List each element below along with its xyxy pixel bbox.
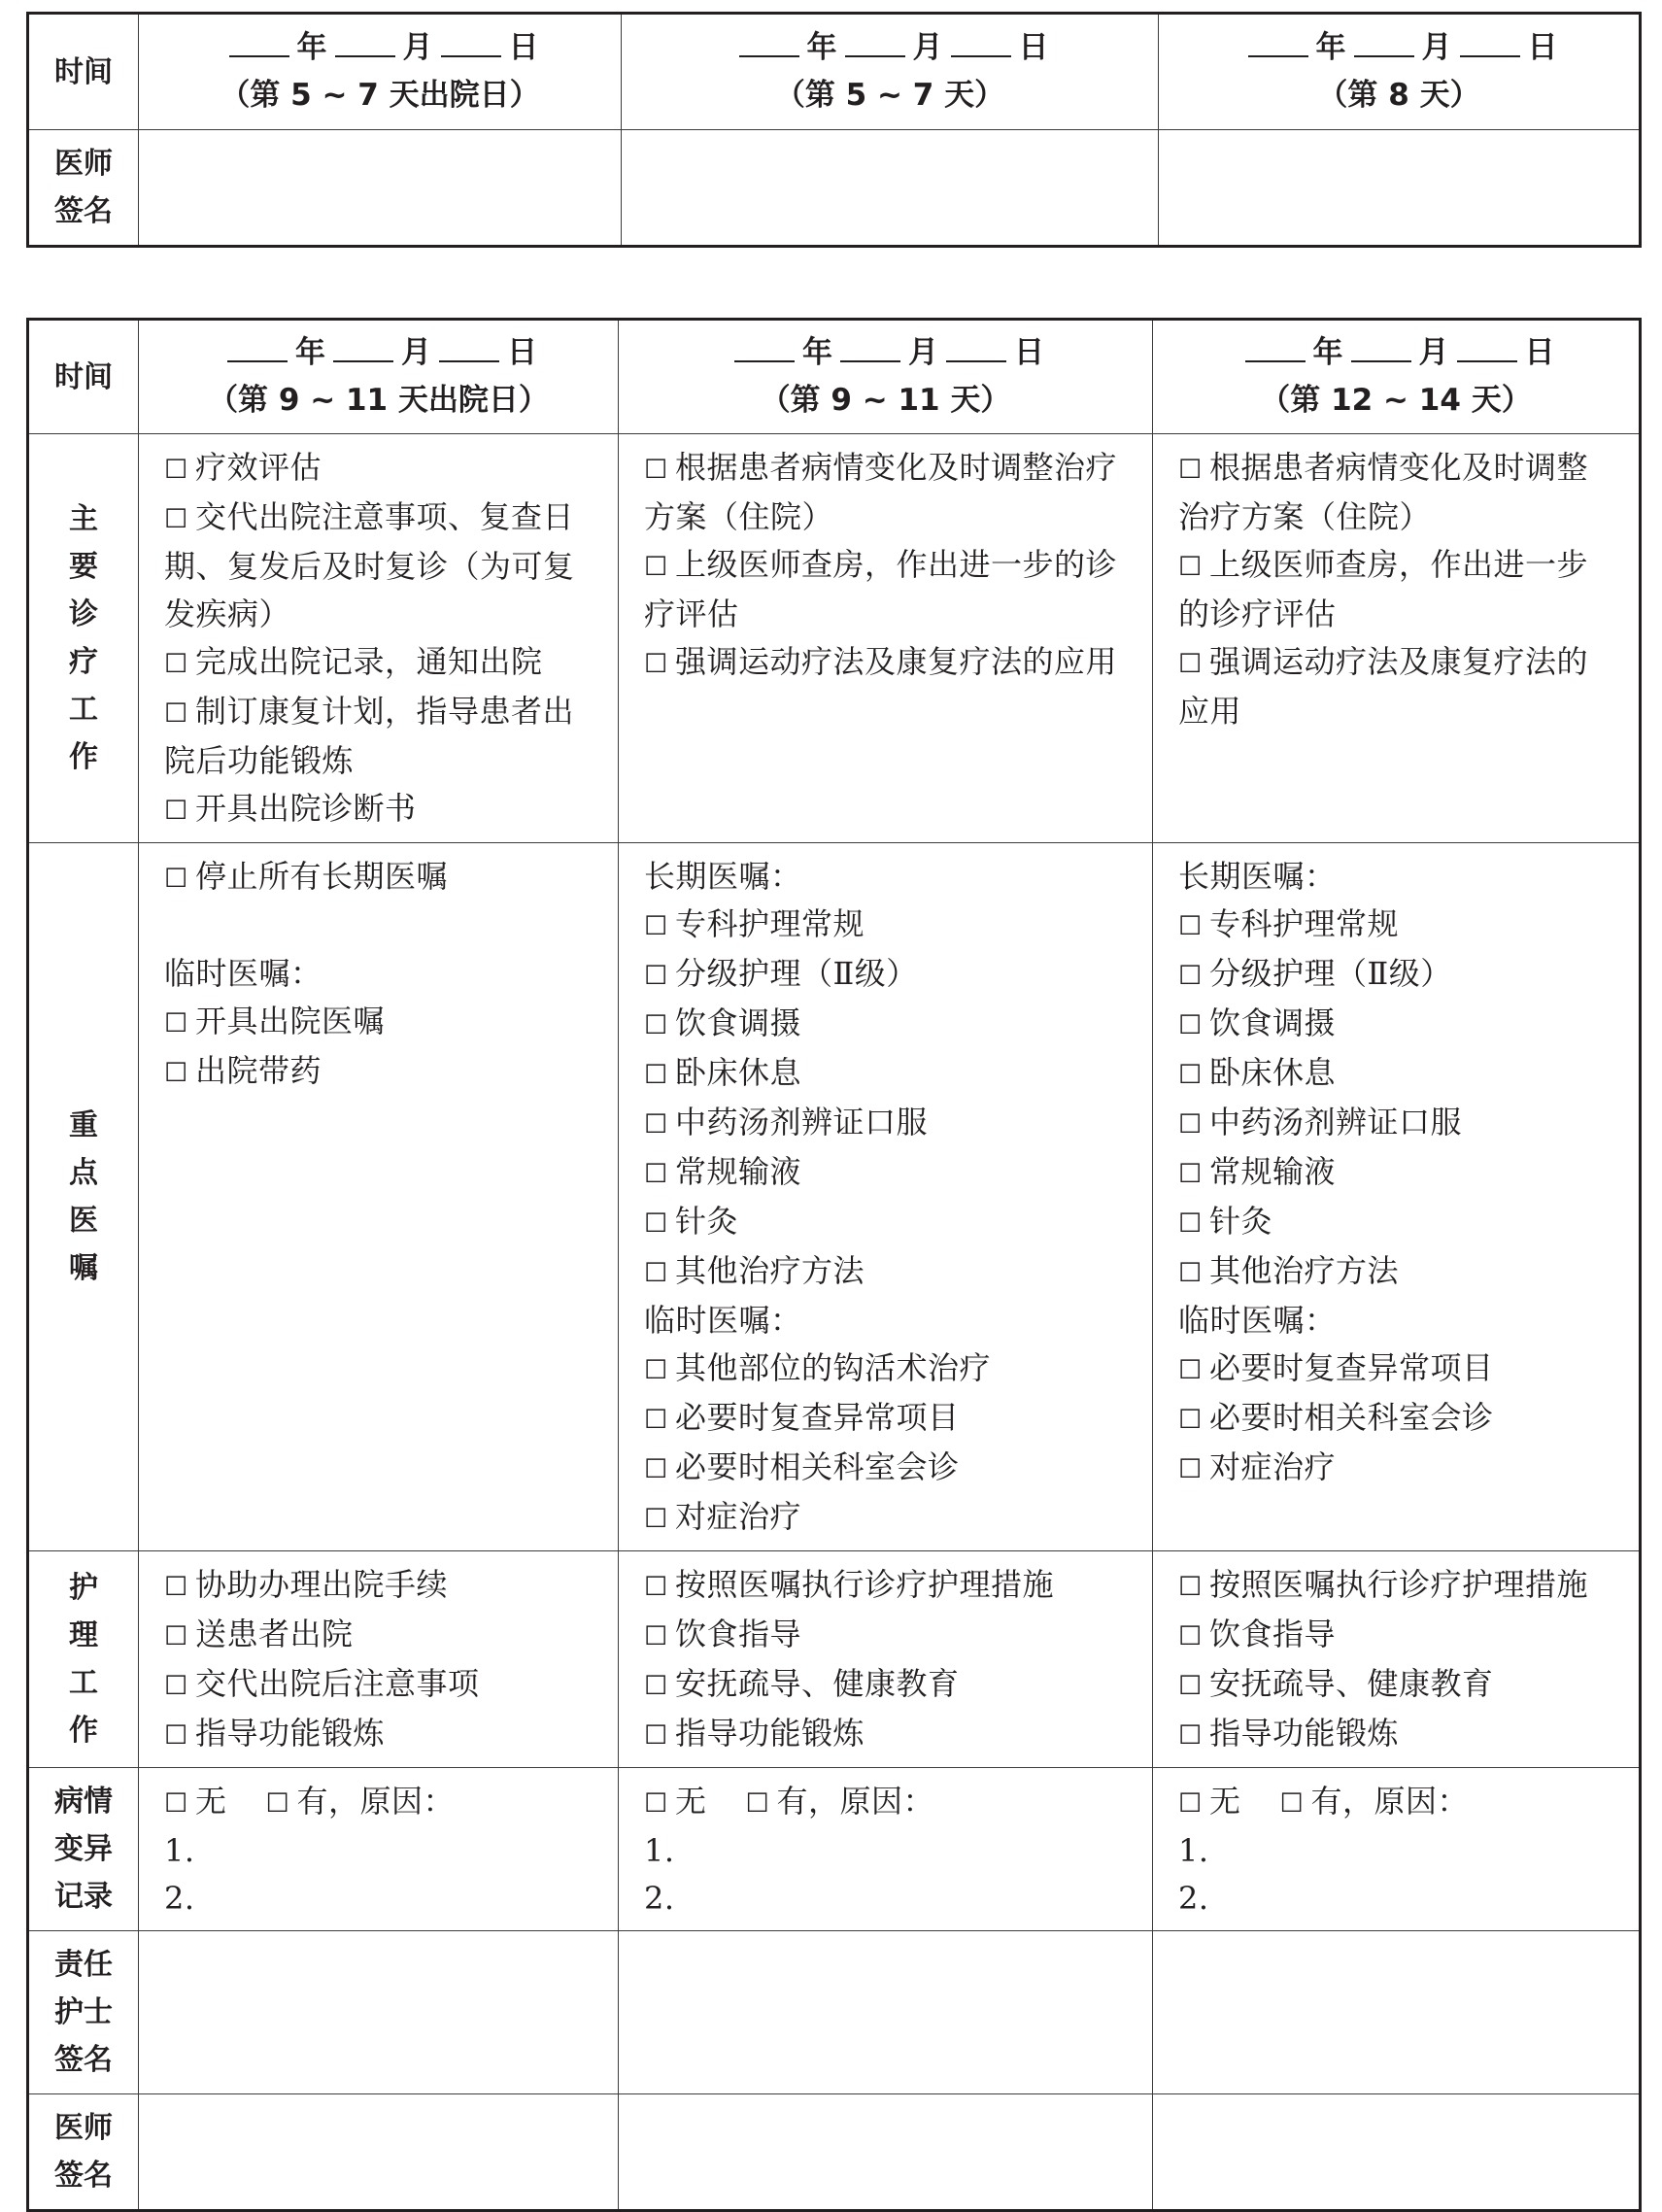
list-item-text: 临时医嘱： bbox=[644, 1302, 802, 1339]
variation-reason-line[interactable]: 1. bbox=[164, 1832, 195, 1869]
list-item-text: 安抚疏导、健康教育 bbox=[675, 1665, 960, 1702]
list-item-text: 强调运动疗法及康复疗法的 bbox=[1209, 643, 1589, 680]
nurse-sign-cell[interactable] bbox=[619, 1931, 1153, 2094]
list-item bbox=[164, 543, 604, 591]
list-item-text: 专科护理常规 bbox=[1209, 905, 1400, 942]
list-item bbox=[1178, 1344, 1625, 1394]
row-label-char: 护士 bbox=[54, 1995, 113, 2029]
checkbox-icon[interactable]: ☐ bbox=[1178, 1109, 1203, 1140]
nursing-col1 bbox=[139, 1551, 619, 1768]
list-item bbox=[644, 1561, 1138, 1611]
list-item-text: 安抚疏导、健康教育 bbox=[1209, 1665, 1494, 1702]
row-label-char: 重 bbox=[69, 1108, 98, 1142]
list-item-text: 应用 bbox=[1178, 693, 1242, 730]
list-item-text: 卧床休息 bbox=[1209, 1054, 1337, 1091]
list-item bbox=[644, 638, 1138, 688]
list-item-text: 必要时相关科室会诊 bbox=[1209, 1399, 1494, 1436]
list-item-text: 疗评估 bbox=[644, 596, 739, 632]
day-range: （第 8 天） bbox=[1317, 78, 1480, 113]
checkbox-icon[interactable]: ☐ bbox=[644, 1208, 668, 1239]
row-label-char: 病情 bbox=[54, 1785, 113, 1819]
checkbox-icon[interactable]: ☐ bbox=[1178, 1159, 1203, 1189]
list-item-text: 疗效评估 bbox=[195, 449, 322, 486]
orders-col3 bbox=[1153, 843, 1641, 1551]
checkbox-icon[interactable]: ☐ bbox=[1178, 1720, 1203, 1751]
list-item bbox=[164, 688, 604, 737]
list-item bbox=[1178, 1297, 1625, 1344]
row-label-char: 作 bbox=[69, 1714, 98, 1748]
list-item-text: 其他部位的钩活术治疗 bbox=[675, 1349, 992, 1386]
list-item bbox=[644, 901, 1138, 950]
checkbox-icon[interactable]: ☐ bbox=[1178, 1208, 1203, 1239]
list-item bbox=[1178, 1198, 1625, 1247]
variation-none-option[interactable]: ☐ 无 bbox=[644, 1778, 707, 1827]
list-item bbox=[644, 1394, 1138, 1444]
list-item bbox=[164, 591, 604, 638]
list-item bbox=[164, 902, 604, 950]
list-item bbox=[1178, 901, 1625, 950]
list-item-text: 必要时复查异常项目 bbox=[675, 1399, 960, 1436]
checkbox-icon[interactable]: ☐ bbox=[1178, 1060, 1203, 1090]
list-item-text: 完成出院记录，通知出院 bbox=[195, 643, 543, 680]
variation-none-option[interactable]: ☐ 无 bbox=[164, 1778, 227, 1827]
list-item bbox=[644, 1049, 1138, 1099]
checkbox-icon[interactable]: ☐ bbox=[644, 961, 668, 991]
variation-yes-option[interactable]: ☐ 有，原因： bbox=[1280, 1778, 1470, 1827]
list-item-text: 交代出院注意事项、复查日 bbox=[195, 498, 575, 535]
checkbox-icon[interactable]: ☐ bbox=[644, 1258, 668, 1288]
list-item bbox=[1178, 1247, 1625, 1297]
list-item bbox=[644, 1247, 1138, 1297]
nursing-col3 bbox=[1153, 1551, 1641, 1768]
variation-reason-line[interactable]: 2. bbox=[644, 1880, 675, 1917]
list-item-text: 针灸 bbox=[1209, 1203, 1273, 1240]
list-item bbox=[644, 1148, 1138, 1198]
list-item-text: 必要时相关科室会诊 bbox=[675, 1448, 960, 1485]
list-item bbox=[1178, 444, 1625, 493]
checkbox-icon[interactable]: ☐ bbox=[164, 1621, 188, 1651]
row-label-char: 变异 bbox=[54, 1832, 113, 1866]
row-label-char: 医 bbox=[69, 1204, 98, 1238]
list-item bbox=[164, 493, 604, 543]
checkbox-icon[interactable]: ☐ bbox=[1178, 1572, 1203, 1602]
list-item-text: 方案（住院） bbox=[644, 498, 834, 535]
list-item bbox=[644, 950, 1138, 1000]
nurse-sign-label bbox=[28, 1931, 139, 2094]
list-item-text: 开具出院诊断书 bbox=[195, 790, 417, 827]
list-item bbox=[1178, 1710, 1625, 1759]
checkbox-icon[interactable]: ☐ bbox=[164, 504, 188, 534]
list-item-text: 的诊疗评估 bbox=[1178, 596, 1337, 632]
checkbox-icon[interactable]: ☐ bbox=[1178, 1671, 1203, 1701]
variation-label bbox=[28, 1768, 139, 1931]
checkbox-icon[interactable]: ☐ bbox=[644, 1109, 668, 1140]
list-item bbox=[164, 638, 604, 688]
list-item-text: 饮食调摄 bbox=[1209, 1004, 1337, 1041]
nurse-sign-cell[interactable] bbox=[1153, 1931, 1641, 2094]
orders-col1 bbox=[139, 843, 619, 1551]
list-item bbox=[644, 444, 1138, 493]
nursing-label bbox=[28, 1551, 139, 1768]
list-item bbox=[644, 1660, 1138, 1710]
list-item bbox=[644, 1444, 1138, 1493]
variation-yes-option[interactable]: ☐ 有，原因： bbox=[266, 1778, 456, 1827]
checkbox-icon[interactable]: ☐ bbox=[644, 552, 668, 582]
variation-reason-line[interactable]: 2. bbox=[1178, 1880, 1209, 1917]
checkbox-icon[interactable]: ☐ bbox=[1178, 552, 1203, 582]
checkbox-icon[interactable]: ☐ bbox=[1178, 1355, 1203, 1385]
row-label-char: 责任 bbox=[54, 1948, 113, 1982]
checkbox-icon[interactable]: ☐ bbox=[1178, 1788, 1203, 1819]
variation-reason-line[interactable]: 1. bbox=[1178, 1832, 1209, 1869]
list-item-text: 停止所有长期医嘱 bbox=[195, 858, 449, 895]
checkbox-icon[interactable]: ☐ bbox=[164, 1008, 188, 1038]
list-item bbox=[644, 541, 1138, 591]
variation-reason-line[interactable]: 1. bbox=[644, 1832, 675, 1869]
list-item-text: 制订康复计划，指导患者出 bbox=[195, 693, 575, 730]
checkbox-icon[interactable]: ☐ bbox=[644, 1454, 668, 1484]
checkbox-icon[interactable]: ☐ bbox=[644, 1060, 668, 1090]
list-item-text: 针灸 bbox=[675, 1203, 739, 1240]
list-item-text: 治疗方案（住院） bbox=[1178, 498, 1432, 535]
checkbox-icon[interactable]: ☐ bbox=[1178, 455, 1203, 485]
checkbox-icon[interactable]: ☐ bbox=[644, 1010, 668, 1040]
list-item-text: 交代出院后注意事项 bbox=[195, 1665, 480, 1702]
checkbox-icon[interactable]: ☐ bbox=[1178, 1621, 1203, 1651]
date-header-col2: 年 月 日 （第 9 ~ 11 天） bbox=[619, 320, 1153, 434]
row-label-char: 工 bbox=[69, 1666, 98, 1700]
list-item-text: 常规输液 bbox=[1209, 1153, 1337, 1190]
row-label-char: 主 bbox=[69, 502, 98, 536]
time-label: 时间 bbox=[28, 320, 139, 434]
list-item-text: 分级护理（Ⅱ级） bbox=[1209, 955, 1452, 992]
row-label-char: 作 bbox=[69, 740, 98, 774]
variation-yes-option[interactable]: ☐ 有，原因： bbox=[746, 1778, 935, 1827]
list-item bbox=[1178, 1099, 1625, 1148]
list-item bbox=[1178, 950, 1625, 1000]
checkbox-icon[interactable]: ☐ bbox=[644, 1720, 668, 1751]
list-item-text: 根据患者病情变化及时调整治疗 bbox=[675, 449, 1118, 486]
variation-col2 bbox=[619, 1768, 1153, 1931]
date-header-col3: 年 月 日 （第 8 天） bbox=[1159, 14, 1641, 130]
doctor-sign-cell[interactable] bbox=[619, 2094, 1153, 2211]
date-header-col1: 年 月 日 （第 5 ~ 7 天出院日） bbox=[139, 14, 622, 130]
row-label-char: 签名 bbox=[54, 2159, 113, 2193]
checkbox-icon[interactable]: ☐ bbox=[644, 455, 668, 485]
list-item-text: 指导功能锻炼 bbox=[1209, 1715, 1400, 1752]
list-item-text: 饮食指导 bbox=[1209, 1616, 1337, 1652]
row-label-char: 签名 bbox=[54, 2043, 113, 2077]
checkbox-icon[interactable]: ☐ bbox=[164, 698, 188, 729]
variation-none-option[interactable]: ☐ 无 bbox=[1178, 1778, 1241, 1827]
checkbox-icon[interactable]: ☐ bbox=[164, 1058, 188, 1088]
row-label-char: 诊 bbox=[69, 597, 98, 631]
list-item-text: 分级护理（Ⅱ级） bbox=[675, 955, 918, 992]
list-item bbox=[1178, 591, 1625, 638]
checkbox-icon[interactable]: ☐ bbox=[644, 649, 668, 679]
day-range: （第 9 ~ 11 天） bbox=[760, 383, 1011, 418]
list-item-text: 强调运动疗法及康复疗法的应用 bbox=[675, 643, 1118, 680]
checkbox-icon[interactable]: ☐ bbox=[1279, 1788, 1305, 1819]
list-item bbox=[164, 1611, 604, 1660]
list-item bbox=[644, 1611, 1138, 1660]
diagnosis-col3 bbox=[1153, 434, 1641, 843]
list-item-text: 根据患者病情变化及时调整 bbox=[1209, 449, 1589, 486]
checkbox-icon[interactable]: ☐ bbox=[644, 1572, 668, 1602]
checkbox-icon[interactable]: ☐ bbox=[164, 1572, 188, 1602]
list-item bbox=[164, 785, 604, 834]
list-item bbox=[164, 444, 604, 493]
list-item bbox=[164, 1561, 604, 1611]
checkbox-icon[interactable]: ☐ bbox=[164, 1671, 188, 1701]
list-item-text: 长期医嘱： bbox=[1178, 858, 1337, 895]
row-label-char: 要 bbox=[69, 550, 98, 584]
doctor-sign-label bbox=[28, 2094, 139, 2211]
row-label-char: 记录 bbox=[54, 1880, 113, 1914]
list-item bbox=[1178, 1660, 1625, 1710]
list-item bbox=[1178, 1444, 1625, 1493]
orders-label bbox=[28, 843, 139, 1551]
list-item bbox=[644, 493, 1138, 541]
list-item-text: 饮食指导 bbox=[675, 1616, 802, 1652]
list-item-text: 院后功能锻炼 bbox=[164, 742, 355, 779]
checkbox-icon[interactable]: ☐ bbox=[1178, 1258, 1203, 1288]
day-range: （第 5 ~ 7 天） bbox=[774, 78, 1005, 113]
list-item bbox=[644, 853, 1138, 901]
nurse-sign-cell[interactable] bbox=[139, 1931, 619, 2094]
list-item-text: 临时医嘱： bbox=[164, 955, 322, 992]
list-item-text: 其他治疗方法 bbox=[1209, 1252, 1400, 1289]
checkbox-icon[interactable]: ☐ bbox=[644, 1355, 668, 1385]
list-item bbox=[1178, 541, 1625, 591]
doctor-sign-cell[interactable] bbox=[139, 130, 622, 247]
list-item-text: 按照医嘱执行诊疗护理措施 bbox=[1209, 1566, 1589, 1603]
checkbox-icon[interactable]: ☐ bbox=[644, 1405, 668, 1435]
checkbox-icon[interactable]: ☐ bbox=[1178, 1010, 1203, 1040]
list-item-text: 专科护理常规 bbox=[675, 905, 865, 942]
row-label-char: 护 bbox=[69, 1571, 98, 1605]
list-item bbox=[164, 950, 604, 998]
list-item bbox=[164, 1710, 604, 1759]
list-item-text: 对症治疗 bbox=[1209, 1448, 1337, 1485]
list-item bbox=[644, 1198, 1138, 1247]
list-item bbox=[644, 591, 1138, 638]
list-item-text: 中药汤剂辨证口服 bbox=[675, 1104, 929, 1140]
checkbox-icon[interactable]: ☐ bbox=[164, 649, 188, 679]
diagnosis-label bbox=[28, 434, 139, 843]
list-item-text: 对症治疗 bbox=[675, 1498, 802, 1535]
list-item bbox=[1178, 1561, 1625, 1611]
doctor-sign-cell[interactable] bbox=[622, 130, 1159, 247]
list-item bbox=[644, 1710, 1138, 1759]
checkbox-icon[interactable]: ☐ bbox=[265, 1788, 290, 1819]
checkbox-icon[interactable]: ☐ bbox=[745, 1788, 770, 1819]
checkbox-icon[interactable]: ☐ bbox=[164, 1720, 188, 1751]
list-item bbox=[644, 1000, 1138, 1049]
list-item-text: 送患者出院 bbox=[195, 1616, 354, 1652]
doctor-sign-cell[interactable] bbox=[1159, 130, 1641, 247]
date-header-col1: 年 月 日 （第 9 ~ 11 天出院日） bbox=[139, 320, 619, 434]
list-item-text: 上级医师查房，作出进一步 bbox=[1209, 546, 1589, 583]
list-item-text: 上级医师查房，作出进一步的诊 bbox=[675, 546, 1118, 583]
checkbox-icon[interactable]: ☐ bbox=[644, 911, 668, 941]
row-label-char: 嘱 bbox=[69, 1251, 98, 1285]
list-item bbox=[1178, 1394, 1625, 1444]
list-item-text: 必要时复查异常项目 bbox=[1209, 1349, 1494, 1386]
diagnosis-col2 bbox=[619, 434, 1153, 843]
list-item bbox=[644, 1493, 1138, 1543]
list-item bbox=[164, 998, 604, 1047]
list-item-text: 指导功能锻炼 bbox=[675, 1715, 865, 1752]
checkbox-icon[interactable]: ☐ bbox=[1178, 649, 1203, 679]
list-item bbox=[164, 737, 604, 785]
list-item bbox=[1178, 1611, 1625, 1660]
diagnosis-col1 bbox=[139, 434, 619, 843]
list-item bbox=[1178, 1049, 1625, 1099]
date-header-col3: 年 月 日 （第 12 ~ 14 天） bbox=[1153, 320, 1641, 434]
row-label-char: 疗 bbox=[69, 645, 98, 679]
list-item-text: 卧床休息 bbox=[675, 1054, 802, 1091]
doctor-sign-label: 医师 签名 bbox=[28, 130, 139, 247]
list-item bbox=[164, 1047, 604, 1097]
time-label: 时间 bbox=[28, 14, 139, 130]
variation-col1 bbox=[139, 1768, 619, 1931]
list-item-text: 中药汤剂辨证口服 bbox=[1209, 1104, 1463, 1140]
checkbox-icon[interactable]: ☐ bbox=[644, 1671, 668, 1701]
list-item bbox=[644, 1297, 1138, 1344]
doctor-sign-cell[interactable] bbox=[139, 2094, 619, 2211]
list-item-text: 协助办理出院手续 bbox=[195, 1566, 449, 1603]
row-label-char: 点 bbox=[69, 1156, 98, 1190]
orders-col2 bbox=[619, 843, 1153, 1551]
list-item bbox=[164, 853, 604, 902]
nursing-col2 bbox=[619, 1551, 1153, 1768]
list-item bbox=[1178, 853, 1625, 901]
list-item bbox=[1178, 638, 1625, 688]
pathway-table-day5-8 bbox=[26, 12, 1642, 248]
pathway-table-day9-14 bbox=[26, 318, 1642, 2212]
checkbox-icon[interactable]: ☐ bbox=[164, 796, 188, 826]
checkbox-icon[interactable]: ☐ bbox=[164, 1788, 188, 1819]
row-label-char: 工 bbox=[69, 693, 98, 727]
variation-reason-line[interactable]: 2. bbox=[164, 1880, 195, 1917]
checkbox-icon[interactable]: ☐ bbox=[644, 1621, 668, 1651]
checkbox-icon[interactable]: ☐ bbox=[164, 864, 188, 894]
row-label-char: 理 bbox=[69, 1618, 98, 1652]
day-range: （第 12 ~ 14 天） bbox=[1260, 383, 1532, 418]
checkbox-icon[interactable]: ☐ bbox=[644, 1788, 668, 1819]
list-item-text: 出院带药 bbox=[195, 1052, 322, 1089]
doctor-sign-cell[interactable] bbox=[1153, 2094, 1641, 2211]
list-item bbox=[1178, 688, 1625, 735]
list-item-text: 指导功能锻炼 bbox=[195, 1715, 386, 1752]
list-item-text: 其他治疗方法 bbox=[675, 1252, 865, 1289]
checkbox-icon[interactable]: ☐ bbox=[644, 1159, 668, 1189]
list-item-text: 长期医嘱： bbox=[644, 858, 802, 895]
list-item bbox=[1178, 1000, 1625, 1049]
checkbox-icon[interactable]: ☐ bbox=[164, 455, 188, 485]
variation-col3 bbox=[1153, 1768, 1641, 1931]
list-item bbox=[1178, 1148, 1625, 1198]
list-item-text: 常规输液 bbox=[675, 1153, 802, 1190]
checkbox-icon[interactable]: ☐ bbox=[1178, 1405, 1203, 1435]
row-label-char: 医师 bbox=[54, 2111, 113, 2145]
checkbox-icon[interactable]: ☐ bbox=[1178, 911, 1203, 941]
list-item bbox=[1178, 493, 1625, 541]
checkbox-icon[interactable]: ☐ bbox=[644, 1504, 668, 1534]
list-item bbox=[644, 1099, 1138, 1148]
day-range: （第 5 ~ 7 天出院日） bbox=[220, 78, 540, 113]
list-item-text: 按照医嘱执行诊疗护理措施 bbox=[675, 1566, 1055, 1603]
date-header-col2: 年 月 日 （第 5 ~ 7 天） bbox=[622, 14, 1159, 130]
list-item-text: 开具出院医嘱 bbox=[195, 1003, 386, 1039]
list-item-text: 饮食调摄 bbox=[675, 1004, 802, 1041]
checkbox-icon[interactable]: ☐ bbox=[1178, 961, 1203, 991]
checkbox-icon[interactable]: ☐ bbox=[1178, 1454, 1203, 1484]
list-item-text: 期、复发后及时复诊（为可复 bbox=[164, 548, 575, 585]
list-item-text: 临时医嘱： bbox=[1178, 1302, 1337, 1339]
list-item bbox=[164, 1660, 604, 1710]
list-item-text: 发疾病） bbox=[164, 596, 291, 632]
day-range: （第 9 ~ 11 天出院日） bbox=[208, 383, 549, 418]
list-item bbox=[644, 1344, 1138, 1394]
